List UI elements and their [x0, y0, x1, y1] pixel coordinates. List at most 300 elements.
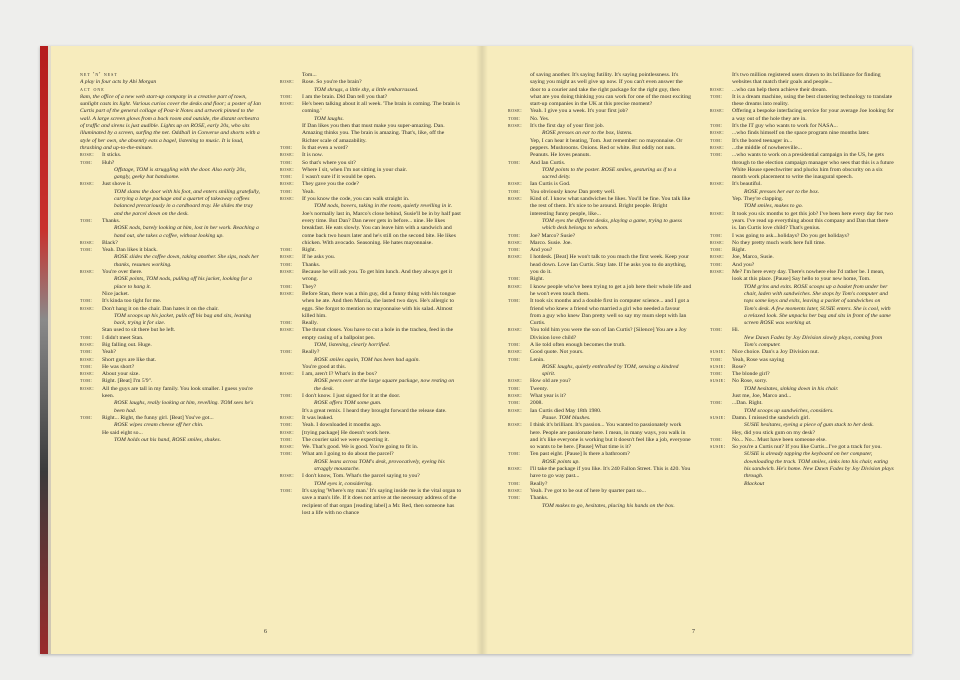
dialogue-text: It's kinda too tight for me.	[102, 298, 162, 305]
dialogue-line	[710, 349, 894, 356]
dialogue-line	[710, 444, 894, 451]
dialogue-text: It's the first day of your first job.	[530, 123, 605, 130]
dialogue-line	[280, 473, 462, 480]
stage-direction: Offstage, TOM is struggling with the door. Also early 20s, gangly, geeky but handsome.	[114, 166, 246, 181]
dialogue-text: Huh?	[102, 159, 115, 166]
dialogue-line	[710, 400, 894, 407]
dialogue-line	[508, 254, 692, 276]
dialogue-text: What am I going to do about the parcel?	[302, 451, 394, 458]
dialogue-text: ...the middle of nowhereville...	[732, 144, 802, 151]
dialogue-text: You obviously know Dan pretty well.	[530, 188, 616, 195]
dialogue-line	[508, 298, 692, 327]
dialogue-text: I am the brain. Did Dan tell you that?	[302, 93, 388, 100]
dialogue-line	[80, 342, 262, 349]
dialogue-line	[280, 291, 462, 320]
dialogue-text: It's the IT guy who wants to work for NASA...	[732, 123, 838, 130]
dialogue-continuation: Joe's normally last in, Marco's close behind, Susie'll be in by half past every time. But Dan? Dan never gets in before... nine. He likes breakfast. He eats slowly. You can leave him with a sandwich and come back two hours later and he's still on the second bite. He likes chicken. With avocado. Seasoning. He hates mayonnaise.	[302, 210, 461, 246]
dialogue-text: Ten past eight. [Pause] Is there a bathroom?	[530, 451, 630, 458]
speaker-name: rose:	[508, 487, 523, 494]
dialogue-line	[508, 196, 692, 218]
dialogue-text: Yeah. I've got to be out of here by quarter past so...	[530, 487, 646, 494]
dialogue-line	[80, 181, 262, 188]
dialogue-text: Joe, Marco, Susie.	[732, 254, 774, 261]
dialogue-line	[508, 451, 692, 458]
left-page-column-2	[280, 72, 462, 672]
dialogue-text: We. That's good. We is good. You're going to fit in.	[302, 444, 419, 451]
dialogue-line	[508, 386, 692, 393]
dialogue-line	[280, 254, 462, 261]
dialogue-line	[508, 116, 692, 123]
dialogue-line	[280, 284, 462, 291]
stage-direction: TOM scoops up his jacket, pulls off his bag and sits, leaning back, trying it for size.	[114, 312, 252, 327]
stage-direction: TOM eyes it, considering.	[314, 480, 373, 487]
dialogue-text: [trying package] He doesn't work here.	[302, 429, 391, 436]
dialogue-continuation: of saving another. It's saying futility. It's saying pointlessness. It's saying you might as well give up now. If you can't even answer the door to a courier and take the right package for the right guy, then what are you doing thinking you can work for one of the most exciting start-up companies in the UK at this precise moment?	[530, 72, 691, 108]
speaker-name: susie:	[710, 444, 726, 451]
stage-direction: ROSE laughs, really looking at him, revelling. TOM sees he's been had.	[114, 400, 254, 414]
dialogue-continuation: Yep, I can hear it beating, Tom. Just remember: no mayonnaise. Or peppers. Mushrooms. Onions. Red or white. But oddly not nuts. Peanuts. He loves peanuts.	[530, 137, 683, 159]
dialogue-text: I'll take the package if you like. It's 240 Fallon Street. This is 420. You have to go way past...	[530, 466, 691, 480]
dialogue-text: Right.	[530, 276, 545, 283]
speaker-name: tom:	[80, 159, 93, 166]
dialogue-text: It is now.	[302, 152, 323, 159]
dialogue-continuation: Yep. They're clapping.	[732, 196, 784, 203]
play-subtitle: A play in four acts by Abi Morgan	[80, 79, 157, 86]
dialogue-text: The courier said we were expecting it.	[302, 436, 390, 443]
dialogue-line	[710, 327, 894, 334]
dialogue-text: I don't know. I just signed for it at the door.	[302, 393, 401, 400]
dialogue-text: Really?	[530, 480, 548, 487]
speaker-name: tom:	[508, 480, 521, 487]
speaker-name: tom:	[280, 93, 293, 100]
dialogue-text: Right. [Beat] I'm 5'9".	[102, 378, 153, 385]
speaker-name: rose:	[508, 466, 523, 473]
dialogue-line	[80, 160, 262, 167]
dialogue-text: Yeah.	[302, 188, 315, 195]
speaker-name: tom:	[80, 247, 93, 254]
speaker-name: tom:	[508, 159, 521, 166]
dialogue-text: Damn. I missed the sandwich girl.	[732, 414, 810, 421]
dialogue-line	[508, 123, 692, 130]
dialogue-line	[710, 152, 894, 181]
dialogue-text: Rose. So you're the brain?	[302, 79, 362, 86]
dialogue-continuation: Stan used to sit there but he left.	[102, 327, 176, 334]
play-title: net 'n' nest	[80, 72, 118, 78]
dialogue-text: Short guys are like that.	[102, 356, 157, 363]
dialogue-text: I hotdesk. [Beat] He won't talk to you much the first week. Keep your head down. Love Ian Curtis. Stay late. If he asks you to do anything, you do it.	[530, 254, 689, 276]
speaker-name: rose:	[280, 429, 295, 436]
speaker-name: rose:	[280, 414, 295, 421]
speaker-name: tom:	[508, 451, 521, 458]
dialogue-text: And you?	[732, 261, 755, 268]
stage-direction: ROSE nods, barely looking at him, lost in her work. Reaching a hand out, she takes a coffee, without looking up.	[114, 225, 259, 239]
dialogue-line	[710, 138, 894, 145]
speaker-name: rose:	[508, 196, 523, 203]
dialogue-text: It sticks.	[102, 152, 122, 159]
dialogue-line	[280, 262, 462, 269]
dialogue-line	[80, 218, 262, 225]
dialogue-line	[710, 254, 894, 261]
dialogue-text: Right.	[732, 247, 747, 254]
speaker-name: tom:	[710, 371, 723, 378]
speaker-name: tom:	[80, 363, 93, 370]
left-page-column-1	[80, 72, 262, 672]
stage-direction: TOM eyes the different desks, playing a game, trying to guess which desk belongs to whom.	[542, 217, 682, 232]
dialogue-text: Right.	[302, 247, 317, 254]
dialogue-line	[280, 152, 462, 159]
speaker-name: tom:	[280, 349, 293, 356]
dialogue-continuation: You're good at this.	[302, 363, 347, 370]
speaker-name: rose:	[280, 79, 295, 86]
dialogue-text: You're over there.	[102, 269, 143, 276]
dialogue-text: Lenin.	[530, 356, 545, 363]
speaker-name: tom:	[80, 414, 93, 421]
speaker-name: tom:	[280, 436, 293, 443]
dialogue-line	[280, 174, 462, 181]
dialogue-text: I wasn't sure if it would be open.	[302, 174, 377, 181]
dialogue-continuation: Tom...	[302, 72, 317, 78]
speaker-name: rose:	[508, 254, 523, 261]
dialogue-line	[280, 349, 462, 356]
dialogue-continuation: It's two million registered users drawn to its brilliance for finding websites that match their goals and people...	[732, 72, 881, 86]
speaker-name: tom:	[710, 232, 723, 239]
speaker-name: rose:	[280, 101, 295, 108]
dialogue-text: It's the bored teenager in...	[732, 137, 793, 144]
speaker-name: tom:	[280, 393, 293, 400]
speaker-name: tom:	[508, 276, 521, 283]
speaker-name: rose:	[710, 181, 725, 188]
page-number-left: 6	[264, 629, 267, 635]
dialogue-text: All the guys are tall in my family. You look smaller. I guess you're keen.	[102, 385, 253, 400]
dialogue-text: You told him you were the son of Ian Curtis? [Silence] You are a Joy Division love child?	[530, 327, 687, 341]
dialogue-line	[80, 152, 262, 159]
dialogue-text: Hi.	[732, 327, 740, 334]
stage-direction: ROSE smiles again, TOM has been had again.	[314, 356, 420, 363]
speaker-name: tom:	[508, 495, 521, 502]
speaker-name: rose:	[80, 371, 95, 378]
speaker-name: tom:	[280, 174, 293, 181]
stage-direction: TOM scoops up sandwiches, considers.	[744, 407, 834, 414]
speaker-name: rose:	[280, 181, 295, 188]
dialogue-line	[710, 233, 894, 240]
dialogue-line	[80, 364, 262, 371]
dialogue-text: Offering a bespoke interfacing service for your average Joe looking for a way out of the hole they are in.	[732, 108, 894, 122]
dialogue-text: ...who wants to work on a presidential campaign in the US, he gets through to the election campaign manager who sees that this is a future White House speechwriter and plucks him from obscurity on a six month work placement to write the inaugural speech.	[732, 152, 894, 181]
dialogue-line	[508, 422, 692, 451]
speaker-name: tom:	[710, 247, 723, 254]
dialogue-continuation: If Dan likes you then that must make you super-amazing. Dan. Amazing thinks you. The brain is amazing. That's, like, off the Richter scale of amazability.	[302, 123, 445, 144]
dialogue-line	[508, 495, 692, 502]
dialogue-line	[280, 327, 462, 342]
dialogue-text: I didn't meet Stan.	[102, 334, 144, 341]
speaker-name: tom:	[710, 93, 723, 100]
speaker-name: rose:	[80, 341, 95, 348]
speaker-name: rose:	[80, 305, 95, 312]
stage-direction: TOM hesitates, sinking down in his chair.	[744, 385, 839, 392]
dialogue-line	[508, 378, 692, 385]
speaker-name: rose:	[80, 239, 95, 246]
speaker-name: tom:	[710, 400, 723, 407]
dialogue-line	[508, 357, 692, 364]
dialogue-line	[710, 364, 894, 371]
dialogue-text: No. Yes.	[530, 115, 550, 122]
dialogue-text: Ian Curtis died May 18th 1980.	[530, 407, 602, 414]
dialogue-text: Yeah. Dan likes it black.	[102, 247, 158, 254]
speaker-name: rose:	[508, 422, 523, 429]
speaker-name: rose:	[508, 407, 523, 414]
stage-direction: ROSE wipes cream cheese off her chin.	[114, 422, 204, 429]
speaker-name: tom:	[710, 152, 723, 159]
stage-direction: TOM points to the poster. ROSE smiles, gesturing as if to a sacred deity.	[542, 166, 677, 181]
speaker-name: rose:	[80, 385, 95, 392]
dialogue-text: Me? I'm here every day. There's nowhere else I'd rather be. I mean, look at this place. [Pause] Say hello to your new home, Tom.	[732, 269, 885, 283]
dialogue-line	[710, 357, 894, 364]
blackout-cue: Blackout	[744, 480, 765, 487]
speaker-name: rose:	[508, 239, 523, 246]
speaker-name: tom:	[280, 159, 293, 166]
speaker-name: rose:	[80, 269, 95, 276]
dialogue-text: I know people who've been trying to get a job here their whole life and he won't even touch them.	[530, 283, 692, 297]
dialogue-line	[508, 488, 692, 495]
speaker-name: tom:	[280, 283, 293, 290]
dialogue-line	[280, 415, 462, 422]
dialogue-text: Thanks.	[302, 261, 321, 268]
stage-direction: TOM, listening, clearly horrified.	[314, 341, 391, 348]
dialogue-line	[508, 240, 692, 247]
act-label: act one	[80, 86, 105, 93]
speaker-name: tom:	[280, 144, 293, 151]
speaker-name: rose:	[710, 108, 725, 115]
speaker-name: susie:	[710, 363, 726, 370]
speaker-name: rose:	[280, 196, 295, 203]
dialogue-text: Before Stan, there was a thin guy, did a funny thing with his tongue when he ate. And then Marcia, she lasted two days. He's allergic to eggs. She forgot to mention no mayonnaise with his salad. Almost killed him.	[302, 290, 456, 319]
dialogue-text: It was leaked.	[302, 414, 334, 421]
dialogue-continuation: It's a great remix. I heard they brought forward the release date.	[302, 407, 447, 414]
dialogue-line	[710, 269, 894, 284]
dialogue-line	[80, 386, 262, 401]
dialogue-text: Yeah, Rose was saying	[732, 356, 785, 363]
speaker-name: rose:	[508, 378, 523, 385]
dialogue-text: 2008.	[530, 400, 543, 407]
stage-direction: ROSE laughs, quietly enthralled by TOM, sensing a kindred spirit.	[542, 363, 679, 378]
script-lines	[80, 152, 262, 444]
speaker-name: tom:	[710, 123, 723, 130]
dialogue-line	[80, 371, 262, 378]
dialogue-line	[80, 240, 262, 247]
dialogue-text: I don't know, Tom. What's the parcel saying to you?	[302, 473, 420, 480]
speaker-name: tom:	[508, 385, 521, 392]
stage-direction: ROSE presses an ear to the box, listens.	[542, 130, 633, 137]
dialogue-line	[280, 444, 462, 451]
speaker-name: rose:	[80, 356, 95, 363]
speaker-name: tom:	[508, 356, 521, 363]
dialogue-text: I think it's brilliant. It's passion... You wanted to passionately work here. People are passionate here. I mean, in many ways, you walk in and it's like everyone is working but it doesn't feel like a job, everyone so wants to be here. [Pause] What time is it?	[530, 422, 691, 451]
book-edge-strip	[40, 46, 48, 654]
right-page-column-2	[710, 72, 894, 672]
speaker-name: rose:	[508, 393, 523, 400]
speaker-name: rose:	[710, 86, 725, 93]
dialogue-line	[80, 298, 262, 305]
dialogue-text: They gave you the code?	[302, 181, 359, 188]
speaker-name: tom:	[80, 349, 93, 356]
stage-direction: ROSE points, TOM nods, pulling off his jacket, looking for a place to hang it.	[114, 276, 252, 290]
dialogue-text: The throat closes. You have to cut a hole in the trachea, feed in the empty casing of a ballpoint pen.	[302, 327, 454, 341]
dialogue-text: Joe? Marco? Susie?	[530, 232, 576, 239]
dialogue-text: No Rose, sorry.	[732, 378, 768, 385]
dialogue-line	[508, 349, 692, 356]
speaker-name: rose:	[280, 327, 295, 334]
dialogue-line	[508, 400, 692, 407]
book-gutter	[476, 46, 488, 654]
dialogue-text: Good quote. Not yours.	[530, 349, 584, 356]
dialogue-continuation: Hey, did you stick gum on my desk?	[732, 429, 816, 436]
dialogue-line	[280, 269, 462, 284]
dialogue-line	[280, 371, 462, 378]
stage-direction: ROSE offers TOM some gum.	[314, 400, 382, 407]
script-lines	[508, 72, 692, 510]
dialogue-text: Where I sit, when I'm not sitting in your chair.	[302, 166, 408, 173]
dialogue-text: Marco. Susie. Joe.	[530, 239, 572, 246]
speaker-name: rose:	[280, 444, 295, 451]
speaker-name: tom:	[280, 451, 293, 458]
speaker-name: rose:	[280, 371, 295, 378]
opening-stage-direction: 8am, the office of a new web start-up company in a creative part of town, sunlight casts its light. Various curios cover the desks and floor; a poster of Ian Curtis part of the general collage of Post-it Notes and artwork pinned to the wall. A large screen glows from a back room and outside, the distant orchestra of traffic and sirens is just audible. Lights up on ROSE, early 20s, who sits illuminated by a screen, surfing the net. Oddball in Converse and shorts with a style of her own, she absently eats a bagel, listening to music. It is loud, thrashing and up-to-the-minute.	[80, 93, 261, 151]
script-lines	[280, 72, 462, 517]
dialogue-text: Ian Curtis is God.	[530, 181, 571, 188]
speaker-name: susie:	[710, 378, 726, 385]
speaker-name: tom:	[280, 247, 293, 254]
dialogue-line	[508, 408, 692, 415]
speaker-name: tom:	[80, 378, 93, 385]
speaker-name: tom:	[710, 356, 723, 363]
speaker-name: rose:	[508, 108, 523, 115]
speaker-name: rose:	[280, 152, 295, 159]
dialogue-line	[508, 284, 692, 299]
stage-direction: ROSE peers over at the large square package, now resting on the desk.	[314, 378, 455, 392]
dialogue-text: Twenty.	[530, 385, 549, 392]
dialogue-line	[508, 393, 692, 400]
dialogue-text: He was short?	[102, 363, 135, 370]
speaker-name: tom:	[710, 327, 723, 334]
dialogue-line	[710, 181, 894, 188]
dialogue-text: No... No... Must have been someone else.	[732, 436, 827, 443]
dialogue-line	[710, 130, 894, 137]
speaker-name: rose:	[80, 181, 95, 188]
dialogue-line	[710, 108, 894, 123]
dialogue-text: ...who can help them achieve their dream.	[732, 86, 828, 93]
dialogue-text: They?	[302, 283, 317, 290]
dialogue-line	[280, 189, 462, 196]
stage-direction: TOM grins and exits. ROSE scoops up a basket from under her chair, laden with sandwiches. She stops by Tom's computer and tops some keys and exits, leaving a packet of sandwiches on Tom's desk. A few moments later, SUSIE enters. She is cool, with a relaxed look. She unpacks her bag and sits in front of the same screen ROSE was working at.	[744, 283, 891, 327]
stage-direction: SUSIE is already tapping the keyboard on her computer, downloading the track. TOM smiles, sinks into his chair, eating his sandwich. He's home. New Dawn Fades by Joy Division plays through.	[744, 451, 894, 480]
dialogue-line	[80, 306, 262, 313]
speaker-name: rose:	[280, 166, 295, 173]
dialogue-line	[710, 240, 894, 247]
dialogue-text: ...who finds himself on the space program nine months later.	[732, 130, 870, 137]
speaker-name: tom:	[280, 320, 293, 327]
dialogue-text: And you?	[530, 247, 553, 254]
dialogue-text: It is a dream machine, using the best clustering technology to translate these dreams into reality.	[732, 93, 893, 108]
dialogue-text: ...Dan. Right.	[732, 400, 763, 407]
stage-direction: TOM makes to go, hesitates, placing his hands on the box.	[542, 502, 675, 509]
dialogue-text: He's been talking about it all week. 'The brain is coming. The brain is coming.'	[302, 101, 460, 115]
dialogue-text: How old are you?	[530, 378, 571, 385]
stage-direction: TOM laughs.	[314, 115, 344, 122]
stage-direction: SUSIE hesitates, eyeing a piece of gum stuck to her desk.	[744, 422, 874, 429]
stage-direction: ROSE slides the coffee down, taking another. She sips, nods her thanks, resumes working.	[114, 254, 259, 268]
dialogue-text: Just shove it.	[102, 181, 132, 188]
speaker-name: rose:	[280, 473, 295, 480]
speaker-name: tom:	[508, 247, 521, 254]
dialogue-line	[280, 422, 462, 429]
dialogue-text: Nice choice. Dan's a Joy Division nut.	[732, 349, 819, 356]
dialogue-text: Thanks.	[102, 217, 121, 224]
stage-direction: TOM smiles, makes to go.	[744, 203, 803, 210]
dialogue-text: Really?	[302, 349, 320, 356]
dialogue-line	[280, 451, 462, 458]
speaker-name: tom:	[280, 422, 293, 429]
dialogue-text: It took six months and a double first in computer science... and I got a friend who knew a friend who married a girl who needed a favour from a guy who knew Dan pretty well so say my mum slept with Ian Curtis.	[530, 298, 690, 327]
speaker-name: rose:	[710, 269, 725, 276]
dialogue-line	[508, 181, 692, 188]
script-lines	[710, 72, 894, 488]
dialogue-text: Right... Right, the funny girl. [Beat] You've got...	[102, 414, 214, 421]
speaker-name: rose:	[80, 152, 95, 159]
dialogue-text: So you're a Curtis nut? If you like Curtis...I've got a track for you.	[732, 444, 882, 451]
dialogue-line	[508, 108, 692, 115]
dialogue-line	[710, 371, 894, 378]
stage-direction: ROSE presses her ear to the box.	[744, 188, 820, 195]
dialogue-text: Rose?	[732, 363, 746, 370]
dialogue-text: Thanks.	[530, 495, 549, 502]
speaker-name: rose:	[508, 123, 523, 130]
dialogue-line	[508, 466, 692, 481]
stage-direction: New Dawn Fades by Joy Division slowly plays, coming from Tom's computer.	[744, 334, 883, 348]
speaker-name: rose:	[710, 239, 725, 246]
dialogue-text: Black?	[102, 239, 118, 246]
dialogue-line	[80, 349, 262, 356]
dialogue-text: Yeah?	[102, 349, 116, 356]
speaker-name: tom:	[80, 298, 93, 305]
speaker-name: tom:	[508, 341, 521, 348]
speaker-name: tom:	[508, 188, 521, 195]
dialogue-line	[508, 276, 692, 283]
dialogue-text: What year is it?	[530, 393, 566, 400]
dialogue-line	[710, 247, 894, 254]
speaker-name: tom:	[80, 217, 93, 224]
dialogue-line	[710, 262, 894, 269]
stage-direction: TOM slams the door with his foot, and enters smiling gratefully, carrying a large package and a quartet of takeaway coffees balanced precariously in a cardboard tray. He slides the tray and the parcel down on the desk.	[114, 188, 260, 217]
dialogue-text: If he asks you.	[302, 254, 336, 261]
stage-direction: TOM holds out his hand, ROSE smiles, shakes.	[114, 436, 222, 443]
speaker-name: tom:	[280, 261, 293, 268]
dialogue-text: Kind of. I know what sandwiches he likes. You'll be fine. You talk like the rest of them. It's nice to be around. Bright people. Bright interesting funny people, like...	[530, 196, 691, 217]
dialogue-text: I was going to ask...holidays? Do you get holidays?	[732, 232, 850, 239]
dialogue-line	[508, 342, 692, 349]
dialogue-text: Don't hang it on the chair. Dan hates it on the chair.	[102, 305, 219, 312]
dialogue-continuation: He said eight so...	[102, 429, 143, 436]
dialogue-line	[710, 145, 894, 152]
dialogue-line	[80, 357, 262, 364]
dialogue-line	[710, 211, 894, 233]
speaker-name: tom:	[508, 115, 521, 122]
dialogue-text: A lie told often enough becomes the truth.	[530, 341, 626, 348]
speaker-name: rose:	[508, 181, 523, 188]
dialogue-line	[280, 196, 462, 203]
speaker-name: tom:	[508, 232, 521, 239]
speaker-name: rose:	[710, 144, 725, 151]
stage-direction: TOM nods, hovers, taking in the room, quietly revelling in it.	[314, 203, 453, 210]
